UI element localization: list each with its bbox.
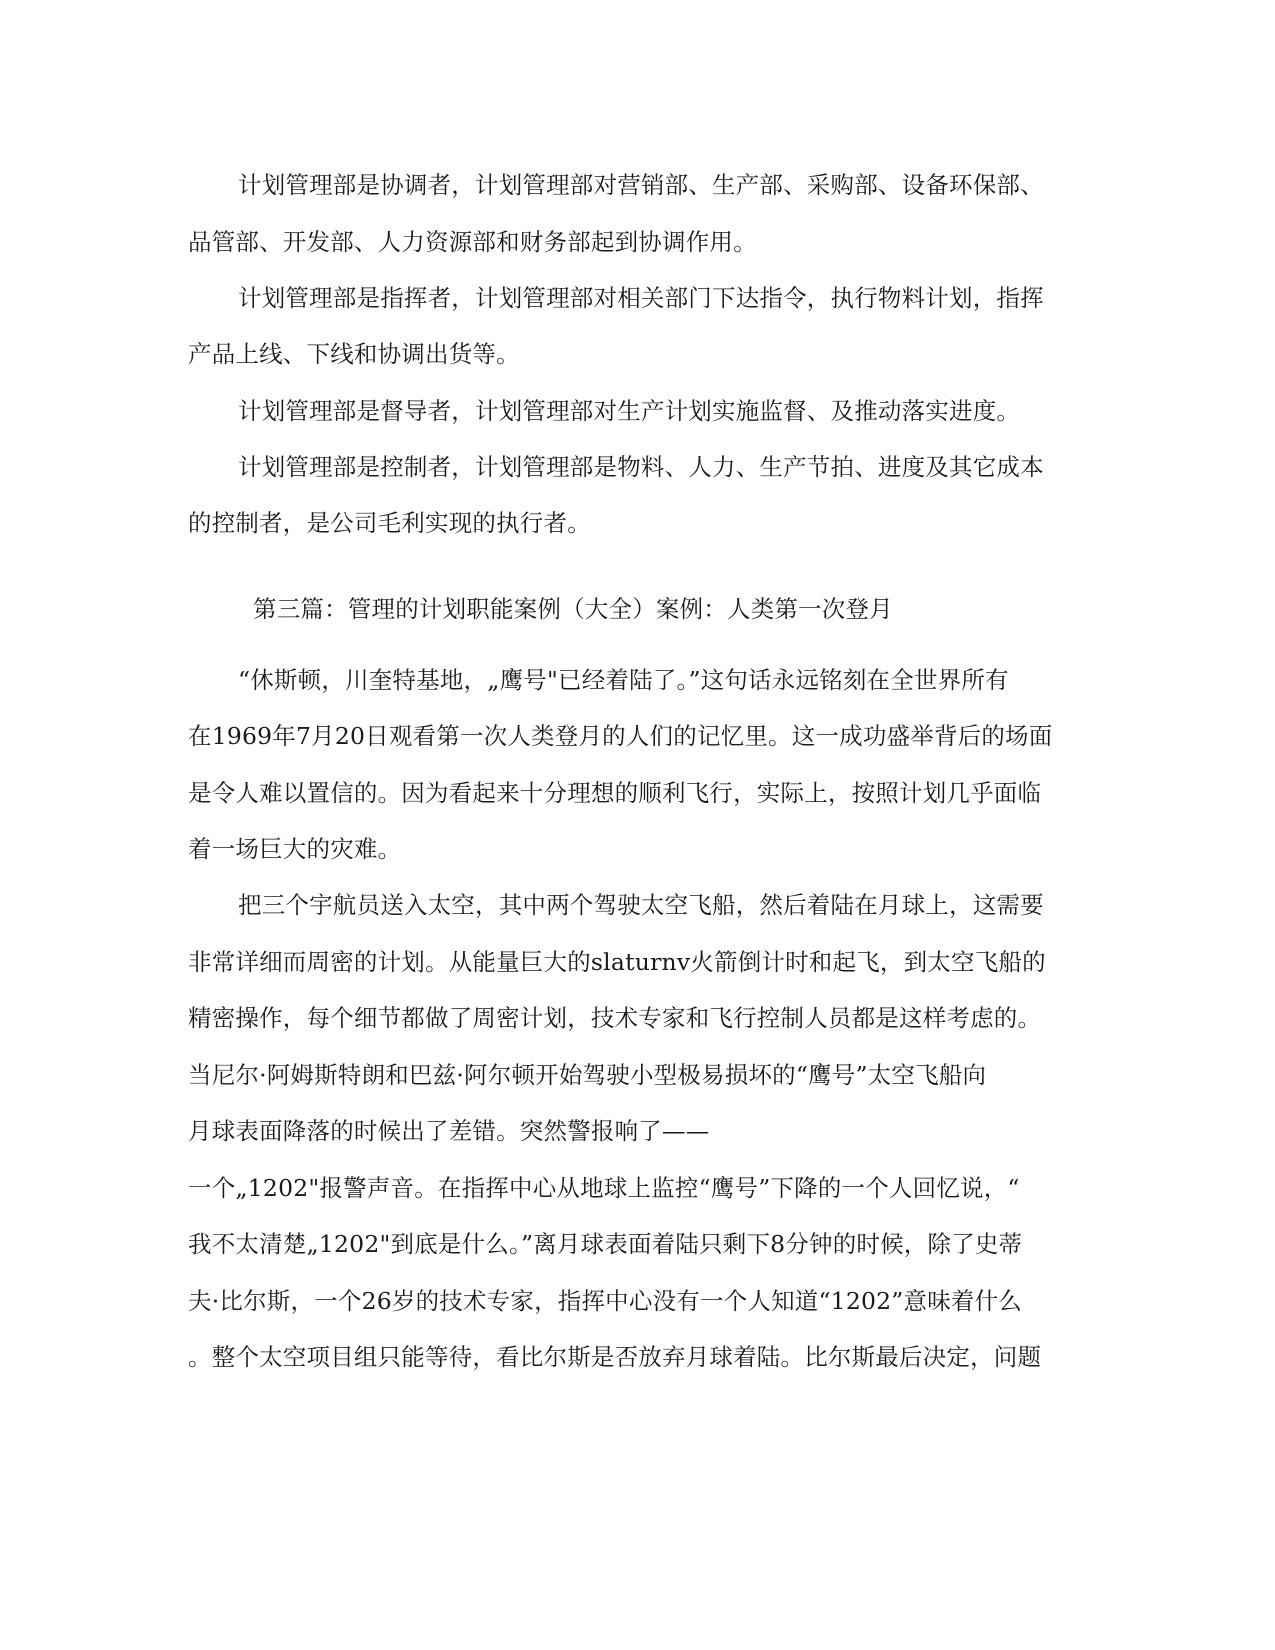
paragraph-line: 的控制者，是公司毛利实现的执行者。 — [188, 509, 591, 537]
paragraph-line: 计划管理部是协调者，计划管理部对营销部、生产部、采购部、设备环保部、 — [238, 171, 1044, 199]
paragraph-line: 当尼尔·阿姆斯特朗和巴兹·阿尔顿开始驾驶小型极易损坏的“鹰号”太空飞船向 — [188, 1061, 987, 1089]
paragraph-line: 。整个太空项目组只能等待，看比尔斯是否放弃月球着陆。比尔斯最后决定，问题 — [188, 1343, 1042, 1371]
paragraph-line: 月球表面降落的时候出了差错。突然警报响了—— — [188, 1117, 710, 1145]
paragraph-line: 计划管理部是督导者，计划管理部对生产计划实施监督、及推动落实进度。 — [238, 397, 1021, 425]
paragraph-line: 一个„1202"报警声音。在指挥中心从地球上监控“鹰号”下降的一个人回忆说，“ — [188, 1174, 1020, 1202]
paragraph-line: 精密操作，每个细节都做了周密计划，技术专家和飞行控制人员都是这样考虑的。 — [188, 1004, 1042, 1032]
section-heading: 第三篇：管理的计划职能案例（大全）案例：人类第一次登月 — [253, 595, 893, 623]
paragraph-line: 把三个宇航员送入太空，其中两个驾驶太空飞船，然后着陆在月球上，这需要 — [238, 891, 1044, 919]
paragraph-line: 夫·比尔斯，一个26岁的技术专家，指挥中心没有一个人知道“1202”意味着什么 — [188, 1287, 1023, 1315]
paragraph-line: 产品上线、下线和协调出货等。 — [188, 340, 520, 368]
paragraph-line: 我不太清楚„1202"到底是什么。”离月球表面着陆只剩下8分钟的时候，除了史蒂 — [188, 1230, 1023, 1258]
paragraph-line: 计划管理部是控制者，计划管理部是物料、人力、生产节拍、进度及其它成本 — [238, 453, 1044, 481]
paragraph-line: 计划管理部是指挥者，计划管理部对相关部门下达指令，执行物料计划，指挥 — [238, 284, 1044, 312]
paragraph-line: “休斯顿，川奎特基地，„鹰号"已经着陆了。”这句话永远铭刻在全世界所有 — [238, 666, 1009, 694]
paragraph-line: 品管部、开发部、人力资源部和财务部起到协调作用。 — [188, 228, 757, 256]
paragraph-line: 着一场巨大的灾难。 — [188, 835, 402, 863]
paragraph-line: 是令人难以置信的。因为看起来十分理想的顺利飞行，实际上，按照计划几乎面临 — [188, 779, 1042, 807]
paragraph-line: 在1969年7月20日观看第一次人类登月的人们的记忆里。这一成功盛举背后的场面 — [188, 722, 1053, 750]
paragraph-line: 非常详细而周密的计划。从能量巨大的slaturnv火箭倒计时和起飞，到太空飞船的 — [188, 948, 1046, 976]
